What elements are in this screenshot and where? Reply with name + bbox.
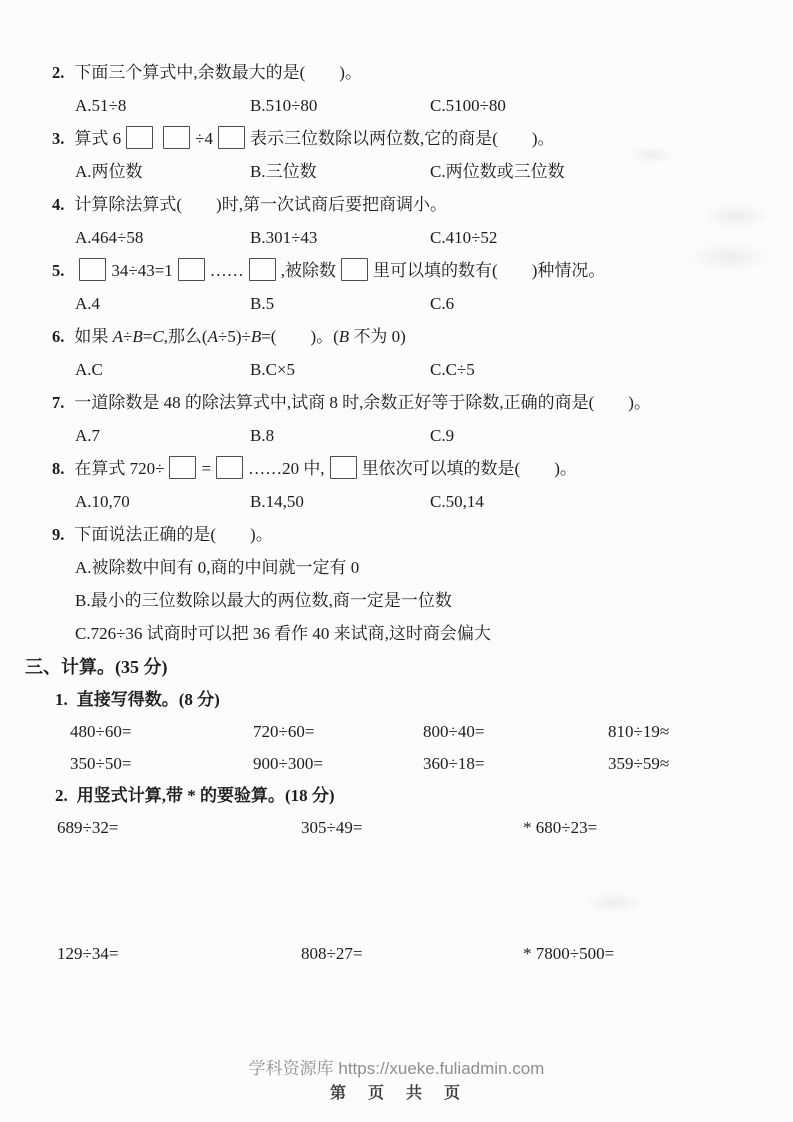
question-stem-row	[25, 320, 770, 353]
stem-segment: =	[142, 327, 153, 346]
question-stem-text	[74, 129, 554, 148]
answer-option: B.三位数	[250, 162, 317, 181]
answer-option: A.10,70	[75, 492, 130, 511]
blank-box	[126, 126, 153, 149]
question-number: 2.	[52, 63, 65, 82]
stem-segment: ÷	[123, 327, 133, 346]
stem-segment: ÷4	[195, 129, 213, 148]
question	[25, 452, 770, 518]
question	[25, 56, 770, 122]
question-stem-row	[25, 188, 770, 221]
answer-option: C.726÷36 试商时可以把 36 看作 40 来试商,这时商会偏大	[75, 624, 491, 643]
math-variable: B	[338, 327, 350, 346]
question-stem-row	[25, 122, 770, 155]
question-stem-text	[74, 525, 272, 544]
question-options	[25, 353, 770, 386]
answer-option: A.4	[75, 294, 101, 313]
blank-box	[249, 258, 276, 281]
stem-segment: 一道除数是 48 的除法算式中,试商 8 时,余数正好等于除数,正确的商是( )。	[74, 393, 651, 412]
answer-option: A.两位数	[75, 162, 143, 181]
question-stem-row	[25, 452, 770, 485]
stem-segment: 34÷43=1	[111, 261, 173, 280]
question-stem-row	[25, 386, 770, 419]
vertical-calc-heading	[25, 780, 770, 812]
question-stem-text	[74, 393, 651, 412]
question-number: 3.	[52, 129, 65, 148]
subsection-title: 用竖式计算,带 * 的要验算。(18 分)	[76, 786, 335, 805]
section-score: (35 分)	[115, 657, 168, 677]
answer-option: C.50,14	[430, 492, 484, 511]
question-number: 5.	[52, 261, 65, 280]
math-variable: A	[207, 327, 218, 346]
subsection-number: 2.	[55, 786, 68, 805]
question-stem-row	[25, 56, 770, 89]
question-number: 6.	[52, 327, 65, 346]
calc-expression: 689÷32=	[57, 818, 119, 837]
worksheet-content	[25, 56, 770, 970]
section-title: 计算。	[61, 657, 115, 677]
footer-pagination: 第 页 共 页	[329, 1085, 463, 1102]
calc-expression: 800÷40=	[423, 722, 485, 741]
section-heading	[25, 650, 770, 684]
answer-option: B.510÷80	[250, 96, 318, 115]
vertical-calc-row-1	[25, 812, 770, 844]
question-number: 8.	[52, 459, 65, 478]
answer-option: C.9	[430, 426, 455, 445]
subsection-number: 1.	[55, 690, 68, 709]
question-options	[25, 287, 770, 320]
math-variable: A	[112, 327, 124, 346]
blank-box	[218, 126, 245, 149]
calc-expression: 810÷19≈	[608, 722, 670, 741]
answer-option: B.301÷43	[250, 228, 318, 247]
stem-segment: ,被除数	[280, 261, 337, 280]
stem-segment: 下面说法正确的是( )。	[74, 525, 273, 544]
answer-option: B.5	[250, 294, 275, 313]
question	[25, 320, 770, 386]
calc-expression: 350÷50=	[70, 754, 132, 773]
direct-write-row	[25, 716, 770, 748]
calc-expression: 808÷27=	[301, 944, 363, 963]
question-stem-text	[74, 63, 362, 82]
answer-option: A.464÷58	[75, 228, 144, 247]
stem-segment: ÷5)÷	[218, 327, 251, 346]
stem-segment: 不为 0)	[349, 327, 406, 346]
calc-expression: 360÷18=	[423, 754, 485, 773]
question-options	[25, 89, 770, 122]
answer-option: A.C	[75, 360, 103, 379]
question-options	[25, 551, 770, 650]
answer-option: C.6	[430, 294, 455, 313]
stem-segment: 在算式 720÷	[74, 459, 165, 478]
blank-box	[330, 456, 357, 479]
direct-write-row	[25, 748, 770, 780]
question-stem-text	[74, 195, 447, 214]
calc-expression: 720÷60=	[253, 722, 315, 741]
answer-option: B.14,50	[250, 492, 304, 511]
stem-segment: ……20 中,	[248, 459, 325, 478]
stem-segment: 计算除法算式( )时,第一次试商后要把商调小。	[74, 195, 447, 214]
calc-expression: 480÷60=	[70, 722, 132, 741]
subsection-title: 直接写得数。(8 分)	[76, 690, 220, 709]
question	[25, 254, 770, 320]
question-stem-row	[25, 518, 770, 551]
stem-segment: =( )。(	[261, 327, 339, 346]
question-options	[25, 485, 770, 518]
answer-option: C.C÷5	[430, 360, 475, 379]
calc-expression: 900÷300=	[253, 754, 323, 773]
stem-segment: 表示三位数除以两位数,它的商是( )。	[249, 129, 555, 148]
answer-option: B.最小的三位数除以最大的两位数,商一定是一位数	[75, 591, 452, 610]
math-variable: B	[250, 327, 262, 346]
question	[25, 188, 770, 254]
question-options	[25, 221, 770, 254]
page-footer	[0, 1056, 793, 1106]
stem-segment: 里依次可以填的数是( )。	[361, 459, 577, 478]
question-stem-row	[25, 254, 770, 287]
answer-option: B.C×5	[250, 360, 296, 379]
question-options	[25, 419, 770, 452]
math-variable: C	[152, 327, 164, 346]
answer-option: A.51÷8	[75, 96, 127, 115]
answer-option: A.被除数中间有 0,商的中间就一定有 0	[75, 558, 360, 577]
calc-expression: 129÷34=	[57, 944, 119, 963]
question	[25, 122, 770, 188]
calc-expression: 305÷49=	[301, 818, 363, 837]
calc-expression: * 7800÷500=	[523, 944, 615, 963]
question-stem-text	[74, 261, 605, 280]
direct-write-heading	[25, 684, 770, 716]
blank-box	[163, 126, 190, 149]
math-variable: B	[132, 327, 143, 346]
calc-expression: 359÷59≈	[608, 754, 670, 773]
question	[25, 386, 770, 452]
answer-option: C.410÷52	[430, 228, 498, 247]
stem-segment: =	[201, 459, 212, 478]
blank-box	[341, 258, 368, 281]
blank-box	[178, 258, 205, 281]
stem-segment: 如果	[74, 327, 113, 346]
answer-option: C.5100÷80	[430, 96, 506, 115]
stem-segment: 里可以填的数有( )种情况。	[373, 261, 606, 280]
answer-option: C.两位数或三位数	[430, 162, 565, 181]
blank-box	[216, 456, 243, 479]
question-number: 7.	[52, 393, 65, 412]
choice-question-list	[25, 56, 770, 650]
footer-site-link[interactable]: 学科资源库 https://xueke.fuliadmin.com	[248, 1059, 545, 1078]
vertical-calc-row-2	[25, 938, 770, 970]
answer-option: A.7	[75, 426, 101, 445]
stem-segment: ,那么(	[163, 327, 208, 346]
blank-box	[169, 456, 196, 479]
direct-write-rows	[25, 716, 770, 780]
calc-expression: * 680÷23=	[523, 818, 598, 837]
section-number: 三、	[25, 657, 61, 677]
stem-segment: 算式 6	[74, 129, 122, 148]
question-number: 4.	[52, 195, 65, 214]
question-options	[25, 155, 770, 188]
question-stem-text	[74, 327, 405, 346]
question-number: 9.	[52, 525, 65, 544]
stem-segment: 下面三个算式中,余数最大的是( )。	[74, 63, 362, 82]
question	[25, 518, 770, 650]
blank-box	[79, 258, 106, 281]
question-stem-text	[74, 459, 577, 478]
stem-segment: ……	[209, 261, 244, 280]
answer-option: B.8	[250, 426, 275, 445]
